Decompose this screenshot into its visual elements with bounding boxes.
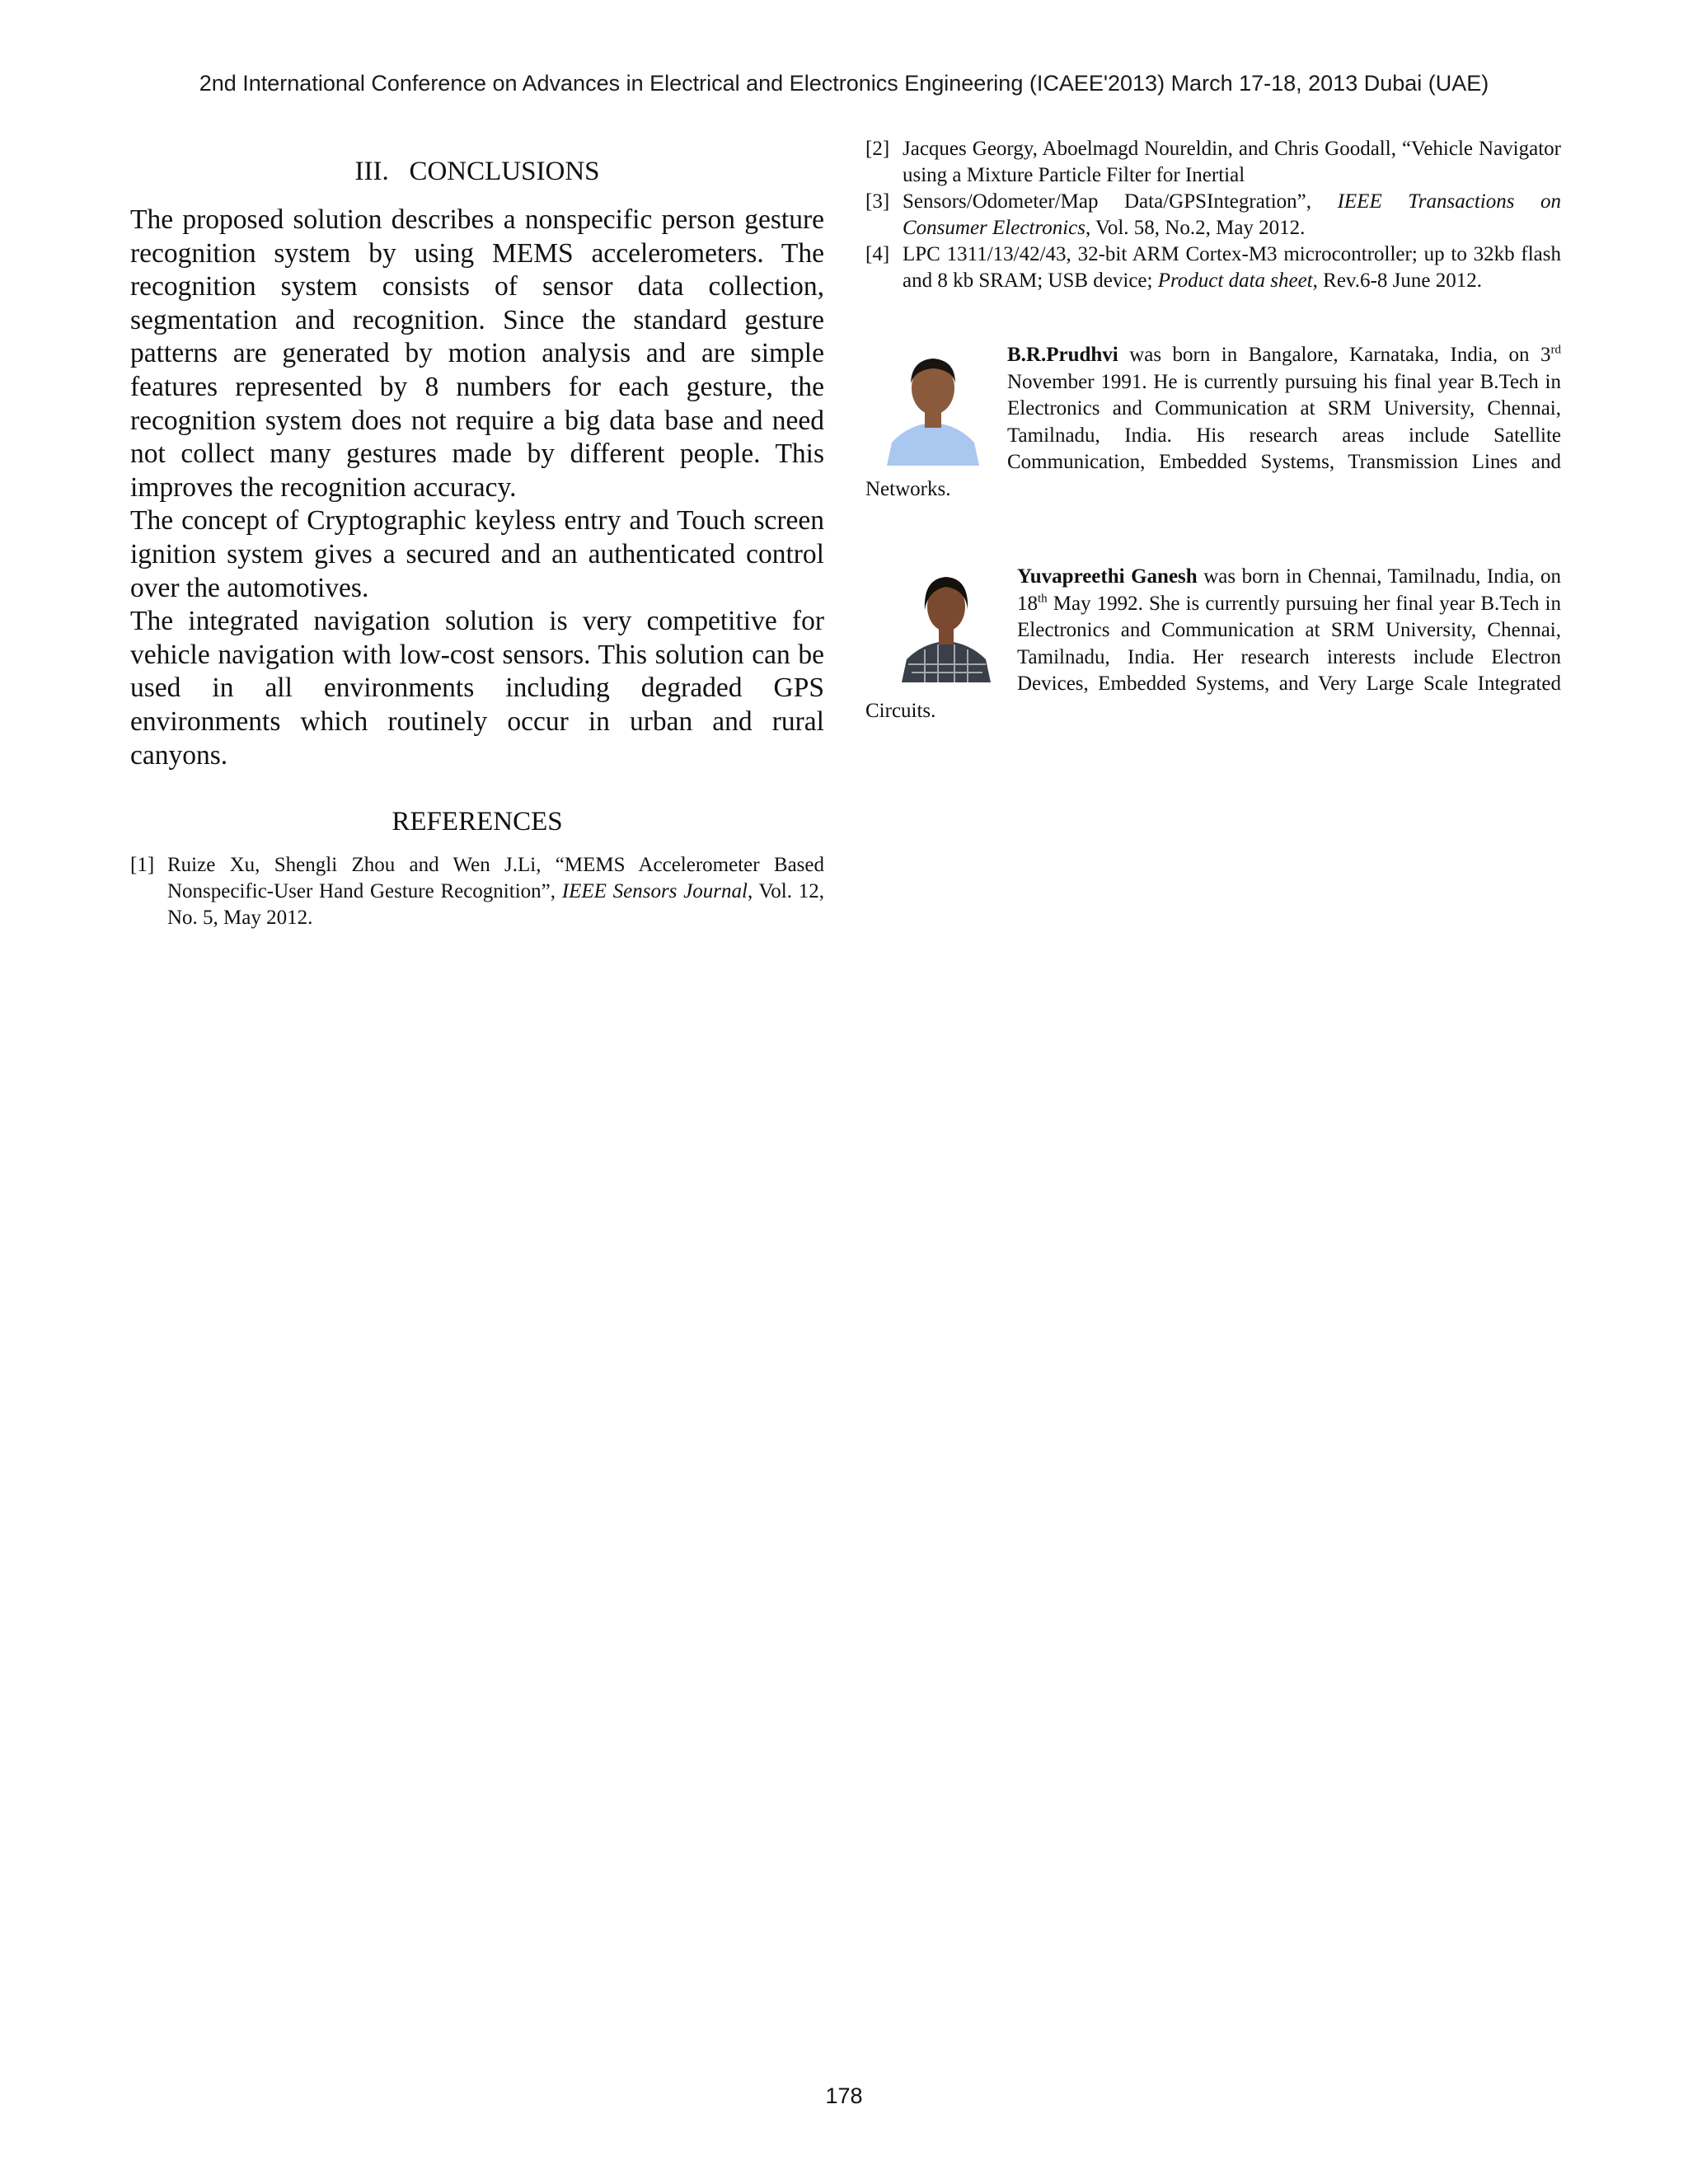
- page-number: 178: [825, 2083, 863, 2108]
- author-bio-text: was born in Bangalore, Karnataka, India, on 3: [1118, 344, 1551, 366]
- reference-authors-title: LPC 1311/13/42/43, 32-bit ARM Cortex-M3 microcontroller; up to 32kb flash and 8 kb SRAM; USB device;: [903, 243, 1561, 292]
- reference-number: [1]: [130, 854, 155, 877]
- ordinal-suffix: rd: [1550, 343, 1561, 357]
- author-bio-text: was born in Chennai, Tamilnadu, India, on 18: [1017, 565, 1561, 615]
- author-name: Yuvapreethi Ganesh: [1017, 565, 1198, 588]
- conclusions-paragraph: The integrated navigation solution is very competitive for vehicle navigation with low-cost sensors. This solution can be used in all environments including degraded GPS environments which routinely occur in urban and rural canyons.: [130, 606, 824, 771]
- reference-venue: Product data sheet: [1157, 269, 1313, 292]
- author-bio-text: November 1991. He is currently pursuing his final year B.Tech in Electronics and Communication at SRM University, Chennai, Tamilnadu, India. His research areas include Satellite Communication, Embedded Systems, Transmission Lines and Networks.: [865, 370, 1561, 500]
- author-photo: [884, 345, 982, 474]
- author-portrait-image: [884, 345, 982, 466]
- reference-text: [167, 852, 824, 931]
- reference-text: [903, 136, 1561, 189]
- reference-number: [2]: [865, 138, 890, 160]
- author-photo: [900, 567, 992, 691]
- left-column: [130, 157, 824, 931]
- reference-text: [903, 241, 1561, 294]
- reference-details: , Vol. 12, No. 5, May 2012.: [167, 880, 824, 930]
- reference-venue: IEEE Sensors Journal: [561, 880, 748, 903]
- reference-details: , Rev.6-8 June 2012.: [1312, 269, 1482, 292]
- reference-item: [865, 189, 1561, 241]
- references-heading: REFERENCES: [392, 807, 563, 837]
- conclusions-paragraph: The concept of Cryptographic keyless entry and Touch screen ignition system gives a secured and an authenticated control over the automotives.: [130, 505, 824, 603]
- author-portrait-image: [900, 567, 992, 682]
- reference-venue: IEEE Transactions on Consumer Electronics: [903, 190, 1561, 239]
- author-name: B.R.Prudhvi: [1007, 344, 1118, 366]
- reference-authors-title: Ruize Xu, Shengli Zhou and Wen J.Li, “MEMS Accelerometer Based Nonspecific-User Hand Gesture Recognition”,: [167, 854, 824, 903]
- reference-details: , Vol. 58, No.2, May 2012.: [1085, 217, 1306, 239]
- reference-text: [903, 189, 1561, 241]
- right-column: [865, 136, 1561, 724]
- ordinal-suffix: th: [1038, 592, 1048, 606]
- conclusions-paragraph: The proposed solution describes a nonspecific person gesture recognition system by using MEMS accelerometers. The recognition system consists of sensor data collection, segmentation and recognition. Since the standard gesture patterns are generated by motion analysis and are simple features represented by 8 numbers for each gesture, the recognition system does not require a big data base and need not collect many gestures made by different people. This improves the recognition accuracy.: [130, 204, 824, 503]
- conference-header: 2nd International Conference on Advances in Electrical and Electronics Engineering (ICAEE'2013) March 17-18, 2013 Dubai (UAE): [199, 71, 1489, 96]
- conclusions-heading: III. CONCLUSIONS: [354, 157, 600, 186]
- reference-list-right: [865, 136, 1561, 294]
- reference-item: [130, 852, 824, 931]
- reference-item: [865, 241, 1561, 294]
- reference-number: [4]: [865, 243, 890, 265]
- author-bio-prudhvi: [865, 342, 1561, 503]
- reference-authors-title: Sensors/Odometer/Map Data/GPSIntegration”,: [903, 190, 1338, 213]
- reference-authors-title: Jacques Georgy, Aboelmagd Noureldin, and Chris Goodall, “Vehicle Navigator using a Mixture Particle Filter for Inertial: [903, 138, 1561, 186]
- author-bio-yuvapreethi: [865, 564, 1561, 724]
- reference-item: [865, 136, 1561, 189]
- reference-number: [3]: [865, 190, 890, 213]
- reference-list-left: [130, 852, 824, 931]
- author-bio-text: May 1992. She is currently pursuing her final year B.Tech in Electronics and Communication at SRM University, Chennai, Tamilnadu, India. Her research interests include Electron Devices, Embedded Systems, and Very Large Scale Integrated Circuits.: [865, 592, 1561, 722]
